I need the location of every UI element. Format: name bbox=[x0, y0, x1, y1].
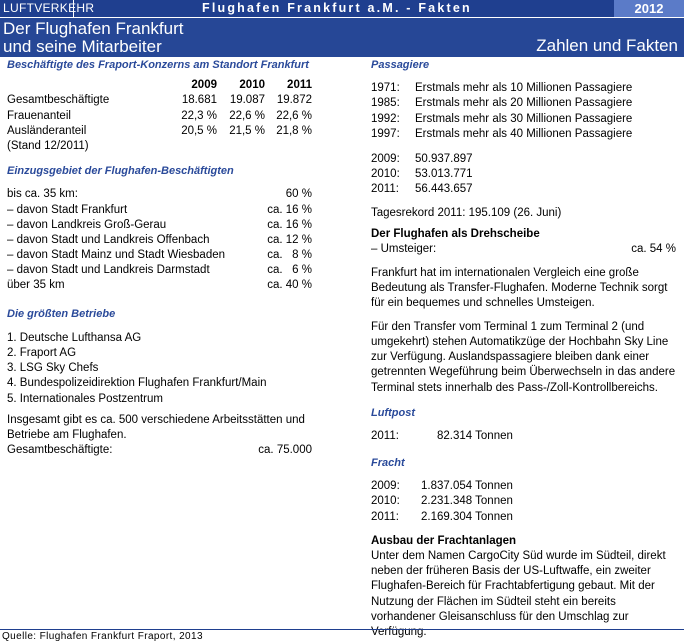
milestone-year: 1992: bbox=[371, 112, 400, 125]
airmail-value: 82.314 Tonnen bbox=[437, 429, 513, 442]
list-item: 1. Deutsche Lufthansa AG bbox=[7, 331, 142, 344]
list-item bbox=[371, 479, 676, 494]
list-item: 2. Fraport AG bbox=[7, 347, 77, 360]
item-value: ca. 6 % bbox=[267, 264, 312, 277]
item-value: 60 % bbox=[285, 188, 312, 201]
passengers-heading: Passagiere bbox=[371, 59, 430, 71]
cell: 22,6 % bbox=[276, 109, 312, 122]
cell: 19.087 bbox=[229, 94, 265, 107]
milestone-text: Erstmals mehr als 20 Millionen Passagiere bbox=[415, 97, 633, 110]
milestone-year: 1985: bbox=[371, 97, 400, 110]
item-label: bis ca. 35 km: bbox=[7, 188, 78, 201]
milestone-year: 1997: bbox=[371, 127, 400, 140]
cell: 20,5 % bbox=[181, 124, 217, 137]
list-item bbox=[7, 278, 312, 293]
year-col-2: 2010 bbox=[239, 79, 265, 92]
table-row bbox=[7, 93, 312, 108]
freight-value: 2.231.348 Tonnen bbox=[421, 495, 513, 508]
table-row bbox=[7, 124, 312, 139]
count-value: 56.443.657 bbox=[415, 183, 473, 196]
total-employees-row bbox=[7, 443, 312, 458]
item-label: – davon Stadt Mainz und Stadt Wiesbaden bbox=[7, 249, 226, 262]
daily-record: Tagesrekord 2011: 195.109 (26. Juni) bbox=[371, 206, 562, 219]
list-item: 5. Internationales Postzentrum bbox=[7, 392, 163, 405]
employees-note: (Stand 12/2011) bbox=[7, 139, 89, 152]
airmail-year: 2011: bbox=[371, 429, 399, 442]
employees-heading: Beschäftigte des Fraport-Konzerns am Standort Frankfurt bbox=[7, 59, 309, 71]
list-item bbox=[371, 81, 676, 96]
freight-subheading: Ausbau der Frachtanlagen bbox=[371, 534, 517, 547]
list-item: 4. Bundespolizeidirektion Flughafen Frankfurt/Main bbox=[7, 377, 267, 390]
item-label: – davon Stadt und Landkreis Offenbach bbox=[7, 233, 210, 246]
cell: 22,3 % bbox=[181, 109, 217, 122]
freight-year: 2009: bbox=[371, 480, 400, 493]
milestone-text: Erstmals mehr als 30 Millionen Passagiere bbox=[415, 112, 633, 125]
list-item bbox=[371, 152, 676, 167]
list-item bbox=[7, 263, 312, 278]
cell: 19.872 bbox=[276, 94, 312, 107]
right-column bbox=[371, 58, 676, 640]
year-col-1: 2009 bbox=[191, 79, 217, 92]
list-item bbox=[371, 112, 676, 127]
page-title-line-1: Der Flughafen Frankfurt bbox=[3, 19, 184, 38]
list-item bbox=[371, 429, 676, 444]
cell: 21,5 % bbox=[229, 124, 265, 137]
item-label: über 35 km bbox=[7, 279, 65, 292]
list-item bbox=[371, 510, 676, 525]
document-title: Flughafen Frankfurt a.M. - Fakten bbox=[202, 1, 472, 15]
list-item bbox=[7, 218, 312, 233]
total-value: ca. 75.000 bbox=[258, 444, 312, 457]
freight-year: 2010: bbox=[371, 495, 400, 508]
milestone-text: Erstmals mehr als 40 Millionen Passagiere bbox=[415, 127, 633, 140]
hub-paragraph-2: Für den Transfer vom Terminal 1 zum Terminal 2 (und umgekehrt) stehen Automatikzüge der Hochbahn Sky Line zur Verfügung. Auslandspassagiere bleiben dank einer getrennten Wegeführung beim Überwechseln in das andere Terminal stets innerhalb des Pass-/Zoll-Kontrollbereichs. bbox=[371, 320, 676, 394]
transfer-value: ca. 54 % bbox=[631, 242, 676, 255]
page-subtitle: Zahlen und Fakten bbox=[536, 36, 678, 55]
top-bar bbox=[0, 0, 684, 17]
companies-heading: Die größten Betriebe bbox=[7, 307, 116, 320]
hub-heading: Der Flughafen als Drehscheibe bbox=[371, 227, 540, 240]
milestone-text: Erstmals mehr als 10 Millionen Passagiere bbox=[415, 82, 633, 95]
hub-paragraph-1: Frankfurt hat im internationalen Vergleich eine große Bedeutung als Transfer-Flughafen. Moderne Technik sorgt für ein bequemes und schnelles Umsteigen. bbox=[371, 267, 668, 310]
cell: 18.681 bbox=[181, 94, 217, 107]
item-label: – davon Stadt Frankfurt bbox=[7, 203, 128, 216]
freight-value: 1.837.054 Tonnen bbox=[421, 480, 513, 493]
milestone-year: 1971: bbox=[371, 82, 400, 95]
freight-year: 2011: bbox=[371, 510, 399, 523]
freight-value: 2.169.304 Tonnen bbox=[421, 510, 513, 523]
count-year: 2009: bbox=[371, 152, 400, 165]
list-item bbox=[7, 187, 312, 202]
list-item: 3. LSG Sky Chefs bbox=[7, 362, 99, 375]
list-item bbox=[371, 96, 676, 111]
list-item bbox=[7, 203, 312, 218]
year-col-3: 2011 bbox=[287, 79, 312, 92]
item-value: ca. 12 % bbox=[267, 233, 312, 246]
list-item bbox=[7, 248, 312, 263]
airmail-heading: Luftpost bbox=[371, 406, 415, 419]
cell: 22,6 % bbox=[229, 109, 265, 122]
list-item bbox=[371, 167, 676, 182]
count-value: 53.013.771 bbox=[415, 168, 473, 181]
list-item bbox=[7, 233, 312, 248]
catchment-heading: Einzugsgebiet der Flughafen-Beschäftigten bbox=[7, 165, 234, 178]
item-label: – davon Stadt und Landkreis Darmstadt bbox=[7, 264, 210, 277]
category-label: LUFTVERKEHR bbox=[3, 1, 95, 15]
item-label: – davon Landkreis Groß-Gerau bbox=[7, 218, 167, 231]
count-year: 2010: bbox=[371, 168, 400, 181]
row-label: Ausländeranteil bbox=[7, 124, 87, 137]
count-value: 50.937.897 bbox=[415, 152, 473, 165]
page-title bbox=[3, 20, 183, 55]
row-label: Gesamtbeschäftigte bbox=[7, 94, 110, 107]
list-item bbox=[371, 182, 676, 197]
companies-summary: Insgesamt gibt es ca. 500 verschiedene Arbeitsstätten und Betriebe am Flughafen. bbox=[7, 413, 305, 441]
item-value: ca. 40 % bbox=[267, 279, 312, 292]
year-badge: 2012 bbox=[614, 0, 684, 17]
employees-year-header bbox=[7, 78, 312, 93]
item-value: ca. 16 % bbox=[267, 203, 312, 216]
list-item bbox=[371, 127, 676, 142]
header-band bbox=[0, 18, 684, 57]
cell: 21,8 % bbox=[276, 124, 312, 137]
page-title-line-2: und seine Mitarbeiter bbox=[3, 36, 162, 56]
count-year: 2011: bbox=[371, 183, 399, 196]
freight-heading: Fracht bbox=[371, 457, 405, 470]
item-value: ca. 16 % bbox=[267, 218, 312, 231]
freight-paragraph: Unter dem Namen CargoCity Süd wurde im Südteil, direkt neben der früheren Basis der US-Luftwaffe, ein zweiter Flughafen-Bereich für Frachtabfertigung gebaut. Mit der Nutzung der Flächen im Südteil steht ein bereits vorhandener Gleisanschluss für den Umschlag zur Verfügung. bbox=[371, 550, 666, 639]
row-label: Frauenanteil bbox=[7, 109, 71, 122]
total-label: Gesamtbeschäftigte: bbox=[7, 444, 113, 457]
transfer-row bbox=[371, 242, 676, 257]
list-item bbox=[371, 494, 676, 509]
transfer-label: – Umsteiger: bbox=[371, 242, 437, 255]
item-value: ca. 8 % bbox=[267, 249, 312, 262]
source-footer: Quelle: Flughafen Frankfurt Fraport, 2013 bbox=[0, 629, 684, 643]
table-row bbox=[7, 109, 312, 124]
left-column bbox=[7, 58, 312, 458]
